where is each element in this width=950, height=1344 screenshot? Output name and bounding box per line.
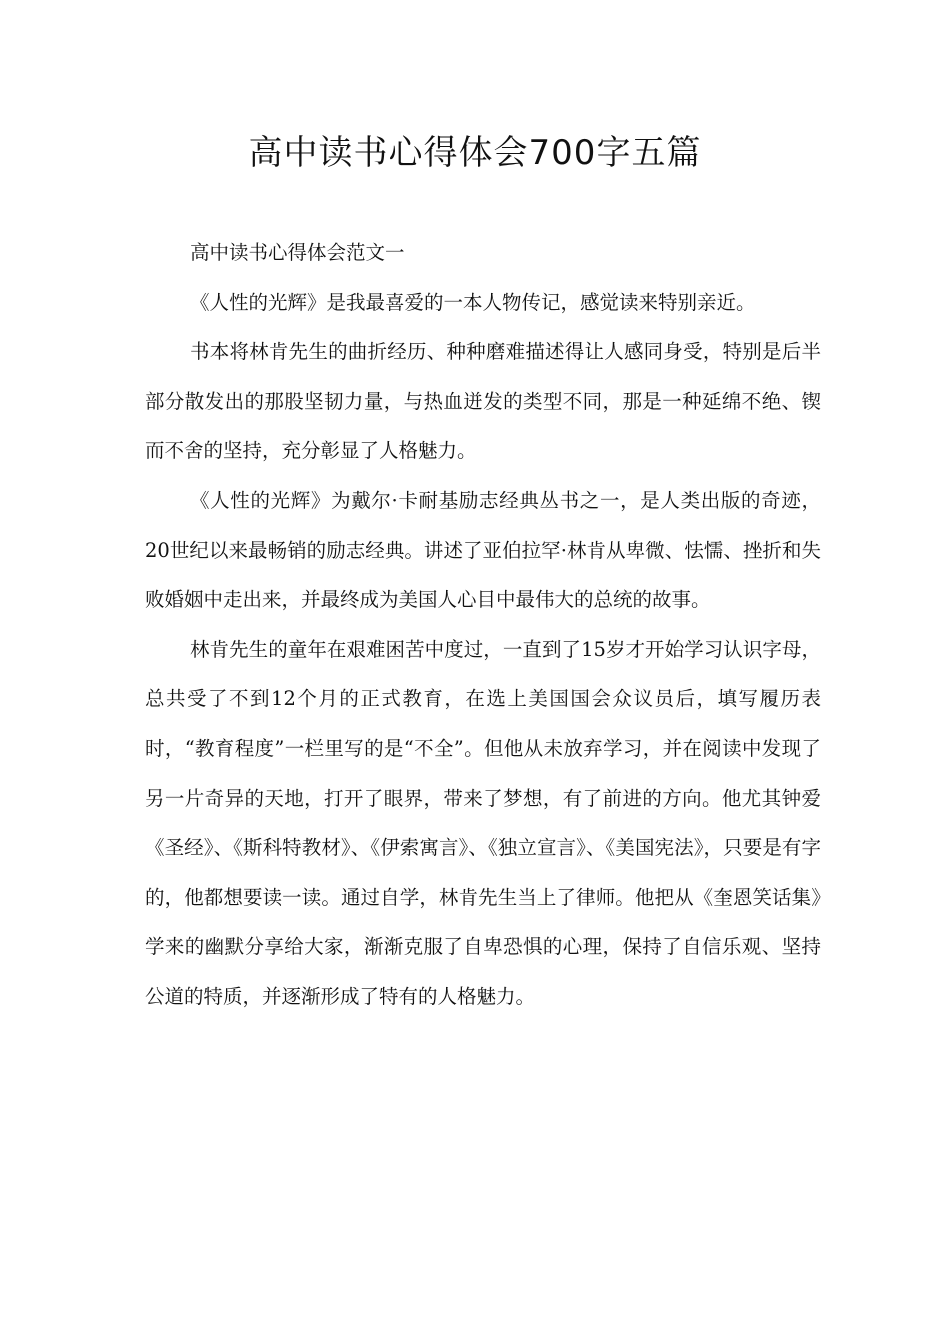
section-heading: 高中读书心得体会范文一 bbox=[190, 241, 405, 264]
document-title: 高中读书心得体会700字五篇 bbox=[248, 133, 702, 173]
paragraph-3: 《人性的光辉》为戴尔·卡耐基励志经典丛书之一，是人类出版的奇迹，20世纪以来最畅销的励志经典。讲述了亚伯拉罕·林肯从卑微、怯懦、挫折和失败婚姻中走出来，并最终成为美国人心目中最伟大的总统的故事。 bbox=[145, 488, 821, 612]
paragraph-2: 书本将林肯先生的曲折经历、种种磨难描述得让人感同身受，特别是后半部分散发出的那股坚韧力量，与热血迸发的类型不同，那是一种延绵不绝、锲而不舍的坚持，充分彰显了人格魅力。 bbox=[145, 340, 821, 463]
document-body bbox=[145, 228, 821, 1022]
paragraph-1: 《人性的光辉》是我最喜爱的一本人物传记，感觉读来特别亲近。 bbox=[190, 290, 756, 314]
paragraph-4: 林肯先生的童年在艰难困苦中度过，一直到了15岁才开始学习认识字母，总共受了不到12个月的正式教育，在选上美国国会众议员后，填写履历表时，“教育程度”一栏里写的是“不全”。但他从未放弃学习，并在阅读中发现了另一片奇异的天地，打开了眼界，带来了梦想，有了前进的方向。他尤其钟爱《圣经》、《斯科特教材》、《伊索寓言》、《独立宣言》、《美国宪法》，只要是有字的，他都想要读一读。通过自学，林肯先生当上了律师。他把从《奎恩笑话集》学来的幽默分享给大家，渐渐克服了自卑恐惧的心理，保持了自信乐观、坚持公道的特质，并逐渐形成了特有的人格魅力。 bbox=[145, 637, 821, 1008]
